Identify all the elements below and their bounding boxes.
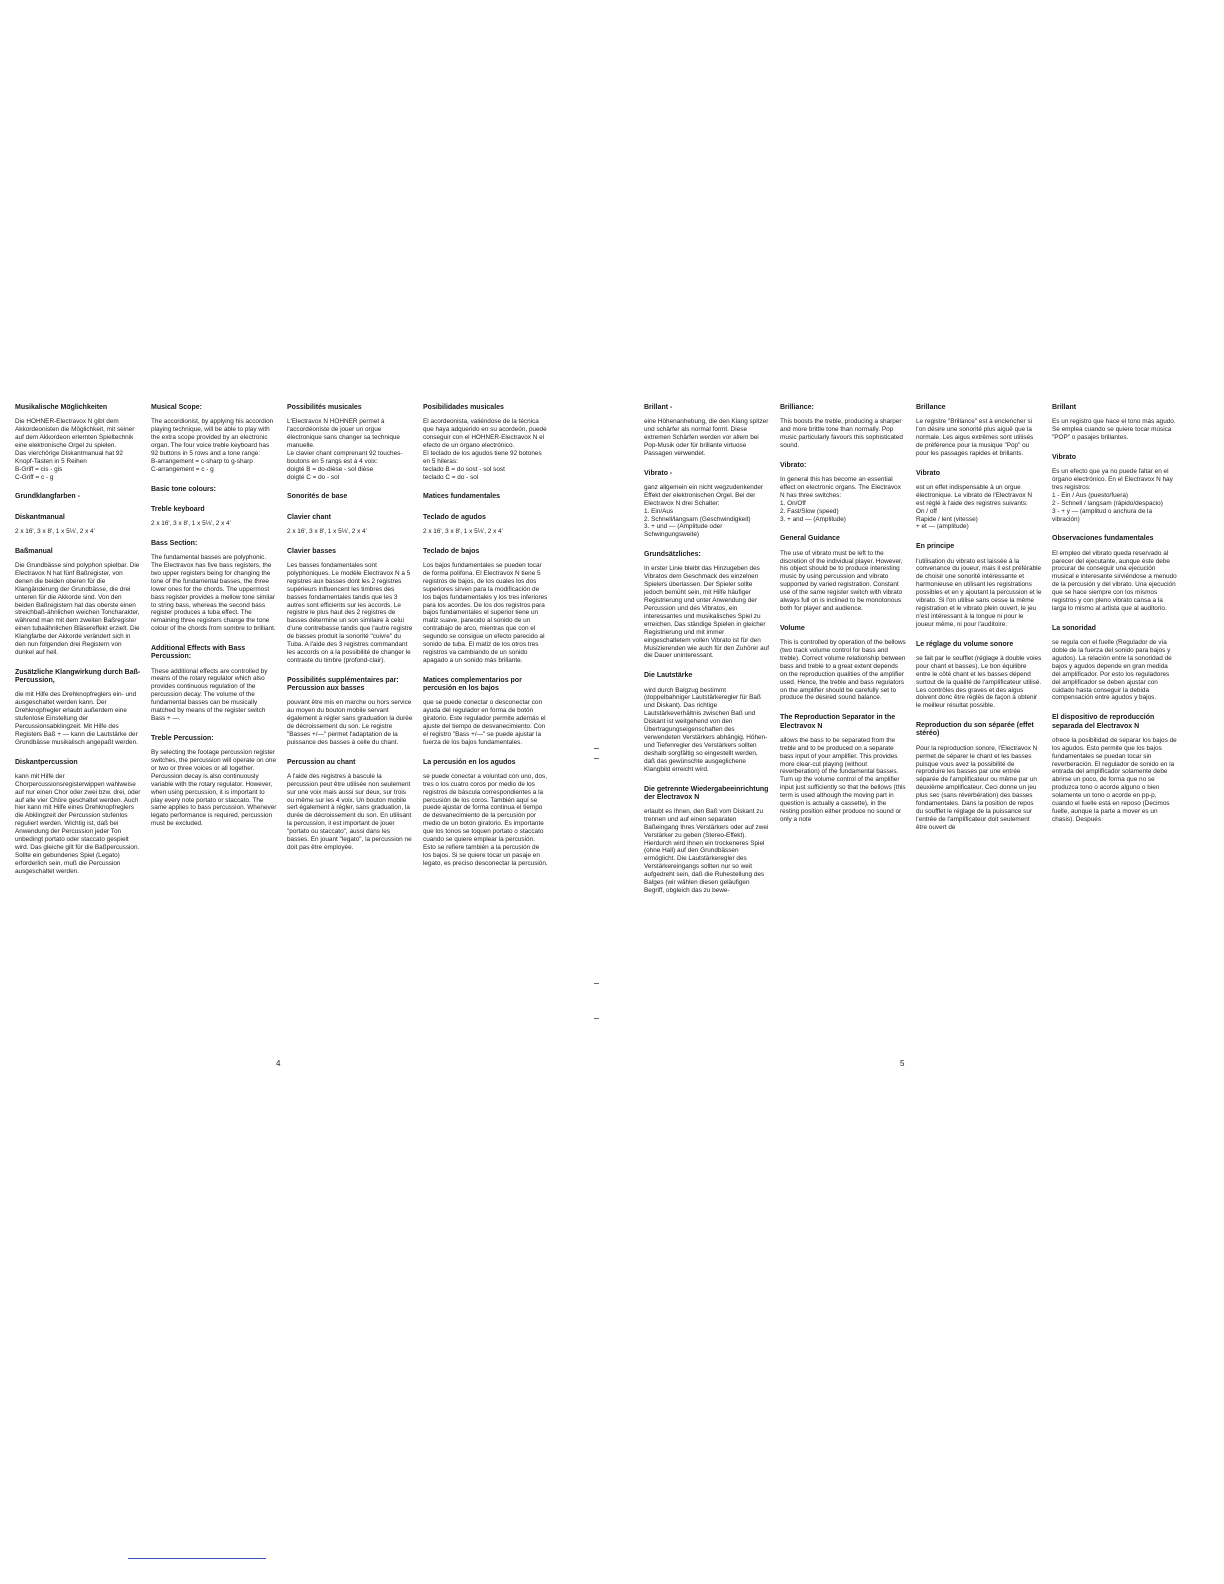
margin-tick bbox=[594, 983, 599, 984]
section bbox=[1052, 535, 1178, 612]
section-heading: Grundklangfarben - bbox=[15, 493, 80, 501]
section bbox=[423, 404, 549, 481]
section-text: These additional effects are controlled by means of the rotary regulator which also provides continuous regulation of the percussion decay. The volume of the fundamental basses can be musically matched by means of the register switch Bass + —. bbox=[151, 667, 268, 722]
section bbox=[1052, 714, 1178, 823]
section-text: Es un registro que hace el tono más agudo. Se emplea cuando se quiere tocar música "POP" o pasajes brillantes. bbox=[1052, 418, 1176, 442]
section-text: In general this has become an essential effect on electronic organs. The Electravox N has three switches: 1. On/Off 2. Fast/Slow (speed) 3. + and — (Amplitude) bbox=[780, 476, 901, 523]
section-heading: Observaciones fundamentales bbox=[1052, 535, 1154, 543]
page-number-right: 5 bbox=[900, 1059, 905, 1068]
section-text: Pour la reproduction sonore, l'Electravox N permet de séparer le chant et les basses puisque vous avez la possibilité de reproduire les basses par une entrée séparée de l'amplificateur ou même par un deuxième amplificateur. Ceci donne un jeu plus sec (sans réverbération) des basses fondamentales. Dans la position de repos du soufflet le réglage de la puissance sur l'entrée de l'amplificateur doit seulement être ouvert de bbox=[916, 744, 1038, 831]
section-text: The use of vibrato must be left to the discretion of the individual player. However, his object should be to produce interesting music by using percussion and vibrato supported by varied registration. Constant use of the same register switch with vibrato always full on is inclined to be monotonous both for player and audience. bbox=[780, 549, 903, 613]
section-heading: Le réglage du volume sonore bbox=[916, 640, 1014, 648]
column-es bbox=[1052, 404, 1178, 836]
section-heading: General Guidance bbox=[780, 535, 840, 543]
margin-tick bbox=[594, 1018, 599, 1019]
column-fr bbox=[287, 404, 413, 864]
column-en bbox=[151, 404, 277, 840]
section-heading: Vibrato: bbox=[780, 461, 807, 469]
margin-tick bbox=[594, 748, 599, 749]
section-text: The fundamental basses are polyphonic. The Electravox has five bass registers, the two upper registers being for changing the tone of the fundamental basses, the three lower ones for the chords. The uppermost bass register provides a mellow tone similar to string bass, whereas the second bass register produces a tuba effect. The remaining three registers change the tone colour of the chords from sombre to brilliant. bbox=[151, 554, 276, 633]
section-text: l'utilisation du vibrato est laissée à la convenance du joueur, mais il est préférable de choisir une sonorité intéressante et harmonieuse en utilisant les registrations possibles et en y ajoutant la percussion et le vibrato. Si l'on utilise sans cesse la même registration et le vibrato plein ouvert, le jeu n'est intéressant à la longue ni pour le joueur même, ni pour l'auditoire. bbox=[916, 557, 1042, 628]
section-text: ofrece la posibilidad de separar los bajos de los agudos. Esto permite que los bajos fundamentales se puedan tocar sin reverberación. El regulador de sonido en la entrada del amplificador solamente debe abrirse un poco, de forma que no se produzca tono o acorde alguno o bien solamente un tono o acorde en pp-p, cuando el fuelle está en reposo (Decimos fuelle, aunque la parte a mover es un chasis). Después bbox=[1052, 736, 1177, 823]
section-heading: La sonoridad bbox=[1052, 624, 1096, 632]
column-de bbox=[644, 404, 770, 907]
section-heading: Brilliance: bbox=[780, 404, 814, 411]
section-text: This is controlled by operation of the bellows (two track volume control for bass and treble). Correct volume relationship between bass and treble to a great extent depends on the reproduction qualities of the amplifier used. Hence, the treble and bass regulators on the amplifier should be carefully set to produce the desired sound balance. bbox=[780, 639, 906, 702]
section-heading: Brillant - bbox=[644, 404, 673, 411]
page-right bbox=[644, 404, 1204, 1464]
section-text: 2 x 16', 3 x 8', 1 x 5⅓', 2 x 4' bbox=[423, 527, 503, 535]
section-heading: Possibilités supplémentaires par: Percussion aux basses bbox=[287, 676, 399, 692]
section bbox=[423, 677, 549, 747]
section-text: L'Electravox N HOHNER permet à l'accordéoniste de jouer un orgue électronique sans changer sa technique manuelle. Le clavier chant comprenant 92 touches-boutons en 5 rangs est à 4 voix: doigté B = do-dièse - sol dièse doigté C = do - sol bbox=[287, 418, 403, 481]
section-heading: Vibrato - bbox=[644, 469, 673, 477]
section-heading: Teclado de agudos bbox=[423, 513, 486, 521]
section-heading: Basic tone colours: bbox=[151, 485, 216, 493]
section bbox=[644, 551, 770, 660]
column-fr bbox=[916, 404, 1042, 844]
section-heading: Posibilidades musicales bbox=[423, 404, 504, 411]
section bbox=[644, 470, 770, 540]
section-heading: Musical Scope: bbox=[151, 404, 202, 411]
section bbox=[916, 404, 1042, 458]
section bbox=[916, 722, 1042, 831]
section-heading: Musikalische Möglichkeiten bbox=[15, 404, 108, 411]
section bbox=[423, 548, 549, 665]
section-text: se fait par le soufflet (réglage à double voies pour chant et basses). Le bon équilibre entre le côté chant et les basses dépend surtout de la qualité de l'amplificateur utilisé. Les contrôles des graves et des aigus doivent donc être réglés de façon à obtenir le meilleur résultat possible. bbox=[916, 654, 1042, 710]
section-heading: Vibrato bbox=[1052, 453, 1076, 461]
section bbox=[287, 404, 413, 481]
section-heading: Reproduction du son séparée (effet stéréo) bbox=[916, 722, 1034, 738]
section-heading: Brillance bbox=[916, 404, 946, 411]
page-number-left: 4 bbox=[276, 1059, 281, 1068]
section bbox=[423, 759, 549, 868]
section bbox=[644, 672, 770, 773]
section-text: ganz allgemein ein nicht wegzudenkender Effekt der elektronischen Orgel. Bei der Electravox N drei Schalter: 1. Ein/Aus 2. Schnell/langsam (Geschwindigkeit) 3. + und — (Amplitude oder Schwingungsweite) bbox=[644, 483, 764, 539]
section bbox=[15, 759, 141, 876]
section bbox=[287, 514, 413, 536]
section-text: erlaubt es Ihnen, den Baß vom Diskant zu trennen und auf einen separaten Baßeingang Ihres Verstärkers oder auf zwei Verstärker zu geben (Stereo-Effekt). Hierdurch wird Ihnen ein trockeneres Spiel (ohne Hall) auf den Grundbässen ermöglicht. Die Lautstärkeregler des Verstärkereingangs sollten nur so weit aufgedreht sein, daß die Ruhestellung des Balges (wir wählen diesen geläufigen Begriff, obgleich das zu bewe- bbox=[644, 807, 769, 894]
page-left bbox=[15, 404, 575, 1464]
section-text: Les basses fondamentales sont polyphoniques. Le modèle Electravox N a 5 registres aux basses dont les 2 registres supérieurs influencent les timbres des basses fondamentales tandis que les 3 autres sont efficients sur les accords. Le registre le plus haut des 2 registres de basses détermine un son similaire à celui d'une contrebasse tandis que l'autre registre de basses produit la sonorité "cuivre" du Tuba. A l'aide des 3 registres commandant les accords on a la possibilité de changer le contraste du timbre (profond-clair). bbox=[287, 561, 413, 664]
section bbox=[151, 404, 277, 474]
section-text: que se puede conectar o desconectar con ayuda del regulador en forma de botón giratorio. Este regulador permite además el ajuste del tiempo de desvanecimiento. Con el registro "Bass +/—" se puede ajustar la fuerza de los bajos fundamentales. bbox=[423, 699, 546, 746]
section-heading: Grundsätzliches: bbox=[644, 551, 701, 559]
column-de bbox=[15, 404, 141, 888]
section bbox=[15, 548, 141, 657]
section-text: 2 x 16', 3 x 8', 1 x 5⅓', 2 x 4' bbox=[151, 519, 231, 527]
section-text: eine Höhenanhebung, die den Klang spitzer und schärfer als normal formt. Diese extremen Schärfen werden vor allem bei Pop-Musik oder für brillante virtuose Passagen verwendet. bbox=[644, 418, 769, 457]
section bbox=[1052, 625, 1178, 702]
section bbox=[1052, 404, 1178, 442]
section bbox=[151, 645, 277, 723]
section-heading: Percussion au chant bbox=[287, 758, 356, 766]
section-text: A l'aide des registres à bascule la percussion peut être utilisée non seulement sur une voix mais aussi sur deux, sur trois ou même sur les 4 voix. Un bouton mobile sert également à régler, sans graduation, la durée de décroissement du son. En utilisant la percussion, il est important de jouer "portato ou staccato", aussi dans les basses. En jouant "legato", la percussion ne doit pas être employée. bbox=[287, 772, 412, 851]
section-heading: Die Lautstärke bbox=[644, 672, 693, 680]
section-text: 2 x 16', 3 x 8', 1 x 5⅓', 2 x 4' bbox=[287, 527, 367, 535]
section-heading: Possibilités musicales bbox=[287, 404, 362, 411]
section-text: El acordeonista, valiéndose de la técnica que haya adquerido en su acordeón, puede conseguir con el HOHNER-Electravox N el efecto de un órgano electrónico. El teclado de los agudos tiene 92 botones en 5 hileras: teclado B = do sost - sol sost teclado C = do - sol bbox=[423, 418, 547, 481]
section-heading: Vibrato bbox=[916, 469, 940, 477]
column-en bbox=[780, 404, 906, 836]
section bbox=[151, 486, 277, 494]
section-heading: Diskantpercussion bbox=[15, 758, 78, 766]
section-heading: Treble keyboard bbox=[151, 505, 205, 513]
section-text: est un effet indispensable à un orgue électronique. Le vibrato de l'Electravox N est réglé à l'aide des registres suivants: On / off Rapide / lent (vitesse) + et — (amplitude) bbox=[916, 483, 1032, 531]
section bbox=[423, 514, 549, 536]
section-text: Die HOHNER-Electravox N gibt dem Akkordeonisten die Möglichkeit, mit seiner auf dem Akkordeon erlernten Spieltechnik eine elektronische Orgel zu spielen. Das vierchörige Diskantmanual hat 92 Knopf-Tasten in 5 Reihen B-Griff = cis - gis C-Griff = c - g bbox=[15, 418, 135, 481]
section-text: 2 x 16', 3 x 8', 1 x 5⅓', 2 x 4' bbox=[15, 527, 95, 535]
section-heading: El dispositivo de reproducción separada del Electravox N bbox=[1052, 714, 1155, 730]
section bbox=[780, 462, 906, 524]
section bbox=[423, 493, 549, 501]
section-text: Die Grundbässe sind polyphon spielbar. Die Electravox N hat fünf Baßregister, von denen die beiden oberen für die Klangänderung der Grundbässe, die drei unteren für die Akkorde sind. Von den beiden Baßregistern hat das oberste einen streichbaß-ähnlichen weichen Toncharakter, während man mit dem zweiten Baßregister einen tubaähnlichen Bläsereffekt erzielt. Die Klangfarbe der Akkorde verändert sich in den nun folgenden drei Registern von dunkel auf hell. bbox=[15, 561, 140, 656]
section-heading: Teclado de bajos bbox=[423, 547, 480, 555]
section-heading: Clavier basses bbox=[287, 547, 337, 555]
section-text: se puede conectar a voluntad con uno, dos, tres o los cuatro coros por medio de los registros de báscula correspondientes a la percusión de los coros. También aquí se puede ajustar de forma continua el tiempo de desvanecimiento de la percusión por medio de un botón giratorio. Es importante que los tonos se toquen portato o staccato cuando se quiere emplear la percusión. Esto se refiere también a la percusión de los bajos. Si se quiere tocar un pasaje en legato, es preciso desconectar la percusión. bbox=[423, 772, 548, 867]
section bbox=[287, 548, 413, 665]
section-text: Es un efecto que ya no puede faltar en el órgano electrónico. En el Electravox N hay tres registros: 1 - Ein / Aus (puesto/fuera) 2 - Schnell / langsam (rápido/despacio) 3 - + y — (amplitud o anchura de la vibración) bbox=[1052, 468, 1173, 523]
section bbox=[644, 404, 770, 458]
section bbox=[15, 493, 141, 501]
section-text: allows the bass to be separated from the treble and to be produced on a separate bass input of your amplifier. This provides more clear-cut playing (without reverberation) of the fundamental basses. Turn up the volume control of the amplifier input just sufficiently so that the bellows (this term is used although the moving part in question is actually a cassette), in the resting position either produce no sound or only a note bbox=[780, 736, 906, 823]
section bbox=[151, 735, 277, 828]
section-text: In erster Linie bleibt das Hinzugeben des Vibratos dem Geschmack des einzelnen Spielers überlassen. Der Spieler sollte jedoch bemüht sein, mit Hilfe häufiger Registrierung und unter Anwendung der Percussion und des Vibratos, ein interessantes und musikalisches Spiel zu erreichen. Das ständige Spielen in gleicher Registrierung und mit immer eingeschaltetem vollen Vibrato ist für den Musizierenden wie auch für den Zuhörer auf die Dauer uninteressant. bbox=[644, 565, 770, 660]
section-heading: Diskantmanual bbox=[15, 513, 65, 521]
section-text: wird durch Balgzug bestimmt (doppelbahniger Lautstärkeregler für Baß und Diskant). Das richtige Lautstärkeverhältnis zwischen Baß und Diskant ist weitgehend von den Übertragungseigenschaften des verwendeten Verstärkers abhängig. Höhen- und Tiefenregler des Verstärkers sollten deshalb sorgfältig so eingestellt werden, daß das gewünschte ausgeglichene Klangbild erreicht wird. bbox=[644, 686, 768, 773]
section bbox=[916, 641, 1042, 711]
section bbox=[151, 540, 277, 633]
footer-rule bbox=[128, 1558, 266, 1559]
section-text: El empleo del vibrato queda reservado al parecer del ejecutante, aunque éste debe procurar de conseguir una ejecución musical e interesante sirviéndose a menudo de la percusión y del vibrato. Una ejecución que se hace siempre con los mismos registros y con pleno vibrato cansa a la larga lo mismo al artista que al auditorio. bbox=[1052, 549, 1177, 613]
section bbox=[916, 470, 1042, 532]
section-heading: Treble Percussion: bbox=[151, 734, 214, 742]
section bbox=[780, 714, 906, 823]
section-text: Le registre "Brillance" est à enclencher si l'on désire une sonorité plus aiguë que la normale. Les aigus extrêmes sont utilisés de préférence pour la musique "Pop" ou pour les passages rapides et brillants. bbox=[916, 418, 1034, 457]
section bbox=[780, 404, 906, 450]
section-text: The accordionist, by applying his accordion playing technique, will be able to play with the extra scope provided by an electronic organ. The four voice treble keyboard has 92 buttons in 5 rows and a tone range: B-arrangement = c-sharp to g-sharp C-arrangement = c - g bbox=[151, 418, 274, 473]
section bbox=[644, 786, 770, 895]
section bbox=[1052, 454, 1178, 524]
section-text: By selecting the footage percussion register switches, the percussion will operate on one or two or three voices or all together. Percussion decay is also continuously variable with the rotary regulator. However, when using percussion, it is important to play every note portato or staccato. The same applies to bass percussion. Whenever legato performance is required, percussion must be excluded. bbox=[151, 749, 277, 828]
section bbox=[287, 493, 413, 501]
section bbox=[15, 669, 141, 747]
section bbox=[287, 759, 413, 852]
section-heading: En principe bbox=[916, 543, 955, 551]
section bbox=[15, 514, 141, 536]
section bbox=[287, 677, 413, 747]
section-heading: Bass Section: bbox=[151, 539, 198, 547]
section bbox=[916, 543, 1042, 628]
section-heading: Die getrennte Wiedergabeeinrichtung der Electravox N bbox=[644, 785, 769, 801]
section-text: se regula con el fuelle (Regulador de vía doble de la fuerza del sonido para bajos y agudos). La relación entre la sonoridad de bajos y agudos depende en gran medida del amplificador. Por esto los reguladores del amplificador se deben ajustar con cuidado hasta conseguir la debida compensación entre agudos y bajos. bbox=[1052, 639, 1172, 702]
section-text: pouvant être mis en marche ou hors service au moyen du bouton mobile servant également à régler sans graduation la durée de décroissement du son. Le registre "Basses +/—" permet l'adaptation de la puissance des basses à celle du chant. bbox=[287, 699, 413, 746]
margin-tick bbox=[594, 758, 599, 759]
section bbox=[151, 506, 277, 528]
section bbox=[780, 625, 906, 702]
section-heading: La percusión en los agudos bbox=[423, 758, 516, 766]
section-heading: Matices complementarios por percusión en los bajos bbox=[423, 676, 522, 692]
section-text: die mit Hilfe des Drehknopfreglers ein- und ausgeschaltet werden kann. Der Drehknopfregler erlaubt außerdem eine stufenlose Einstellung der Percussionsabklingzeit. Mit Hilfe des Registers Baß + — kann die Lautstärke der Grundbässe musikalisch angepaßt werden. bbox=[15, 691, 138, 746]
section-heading: Zusätzliche Klangwirkung durch Baß-Percussion, bbox=[15, 668, 141, 685]
section-text: kann mit Hilfe der Chorpercussionsregisterwippen wahlweise auf nur einen Chor oder zwei bzw. drei, oder auf alle vier Chöre geschaltet werden. Auch hier kann mit Hilfe eines Drehknopfreglers die Abklingzeit der Percussion stufenlos reguliert werden. Wichtig ist, daß bei Anwendung der Percussion jeder Ton unbedingt portato oder staccato gespielt wird. Das gleiche gilt für die Baßpercussion. Sollte ein gebundenes Spiel (Legato) erforderlich sein, muß die Percussion ausgeschaltet werden. bbox=[15, 772, 141, 875]
section bbox=[15, 404, 141, 481]
section-heading: Clavier chant bbox=[287, 513, 331, 521]
section-heading: Brillant bbox=[1052, 404, 1077, 411]
section-heading: The Reproduction Separator in the Electravox N bbox=[780, 714, 896, 730]
section bbox=[780, 535, 906, 612]
section-heading: Sonorités de base bbox=[287, 493, 348, 501]
section-heading: Matices fundamentales bbox=[423, 493, 501, 501]
section-heading: Additional Effects with Bass Percussion: bbox=[151, 645, 246, 661]
column-es bbox=[423, 404, 549, 880]
section-heading: Baßmanual bbox=[15, 547, 53, 555]
section-text: Los bajos fundamentales se pueden tocar de forma polifona. El Electravox N tiene 5 registros de bajos, de los cuales los dos superiores sirven para la modificación de los bajos fundamentales y los tres inferiores para los acordes. De los dos registros para bajos fundamentales el superior tiene un matiz suave, parecido al sonido de un contrabajo de arco, mientras que con el segundo se consigue un efecto parecido al sonido de tuba. El matiz de los otros tres registros va cambiando de un sonido apagado a un sonido más brillante. bbox=[423, 561, 548, 664]
section-heading: Volume bbox=[780, 624, 805, 632]
section-text: This boosts the treble, producing a sharper and more brittle tone than normally. Pop music particularly favours this sophisticated sound. bbox=[780, 418, 903, 449]
